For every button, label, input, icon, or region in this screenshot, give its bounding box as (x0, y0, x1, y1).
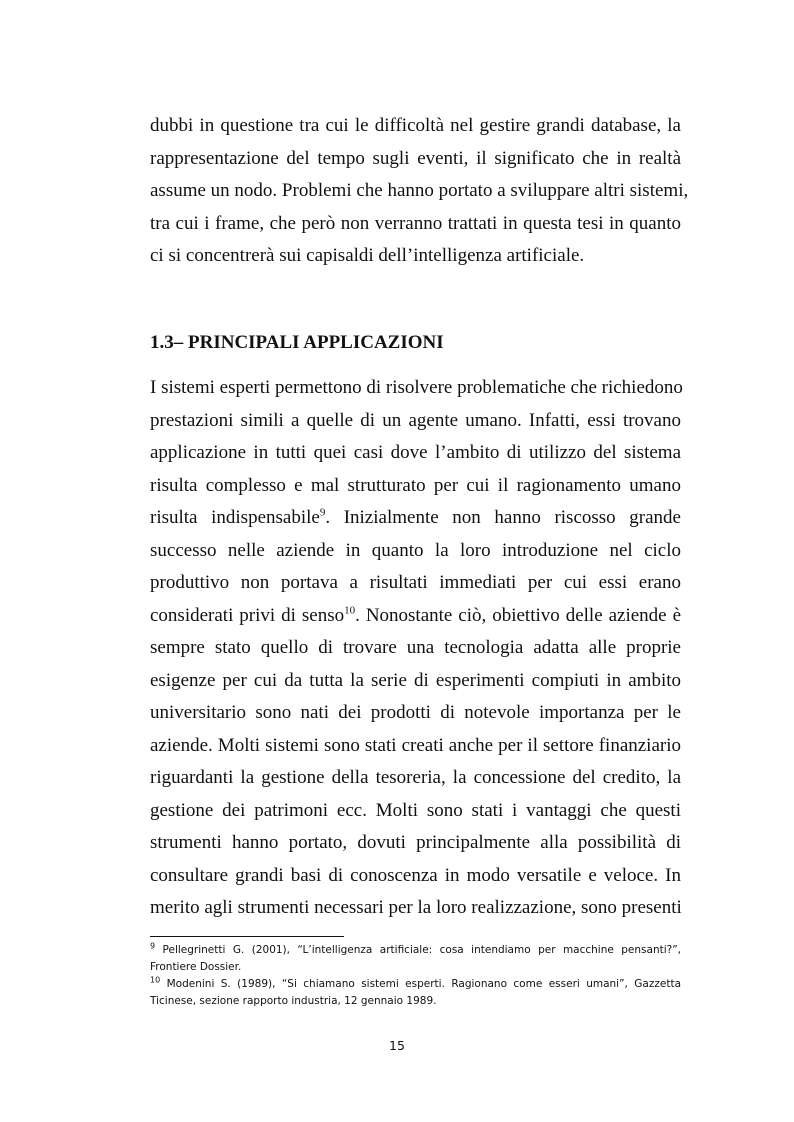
text-line: consultare grandi basi di conoscenza in modo versatile e veloce. In (150, 865, 681, 886)
text-line: aziende. Molti sistemi sono stati creati anche per il settore finanziario (150, 735, 681, 756)
text-segment: risulta indispensabile (150, 507, 320, 528)
text-line: prestazioni simili a quelle di un agente umano. Infatti, essi trovano (150, 410, 681, 431)
text-line-with-footnote (150, 503, 681, 533)
text-segment: . Inizialmente non hanno riscosso grande (325, 507, 681, 528)
text-line: gestione dei patrimoni ecc. Molti sono stati i vantaggi che questi (150, 800, 681, 821)
text-line: successo nelle aziende in quanto la loro introduzione nel ciclo (150, 540, 681, 561)
section-heading: 1.3– PRINCIPALI APPLICAZIONI (150, 332, 444, 353)
text-line: esigenze per cui da tutta la serie di esperimenti compiuti in ambito (150, 670, 681, 691)
text-line: universitario sono nati dei prodotti di notevole importanza per le (150, 702, 681, 723)
text-line: applicazione in tutti quei casi dove l’ambito di utilizzo del sistema (150, 442, 681, 463)
text-line: produttivo non portava a risultati immediati per cui essi erano (150, 572, 681, 593)
footnote-separator (150, 936, 344, 937)
text-line: sempre stato quello di trovare una tecnologia adatta alle proprie (150, 637, 681, 658)
text-segment: . Nonostante ciò, obiettivo delle aziende è (355, 605, 681, 626)
footnote-number: 10 (150, 975, 161, 985)
text-segment: considerati privi di senso (150, 605, 345, 626)
text-line: strumenti hanno portato, dovuti principalmente alla possibilità di (150, 832, 681, 853)
text-line: I sistemi esperti permettono di risolvere problematiche che richiedono (150, 377, 683, 398)
footnote-9 (150, 942, 681, 976)
text-line: tra cui i frame, che però non verranno trattati in questa tesi in quanto (150, 213, 681, 234)
text-line-with-footnote (150, 601, 681, 631)
footnote-number: 9 (150, 941, 156, 951)
footnote-text: Modenini S. (1989), “Si chiamano sistemi esperti. Ragionano come esseri umani”, Gazzetta Ticinese, sezione rapporto industria, 12 gennaio 1989. (150, 978, 681, 1007)
footnote-ref-10[interactable]: 10 (344, 604, 356, 617)
text-line: merito agli strumenti necessari per la loro realizzazione, sono presenti (150, 897, 682, 918)
text-line: dubbi in questione tra cui le difficoltà nel gestire grandi database, la (150, 115, 681, 136)
footnote-text: Pellegrinetti G. (2001), “L’intelligenza artificiale: cosa intendiamo per macchine pensanti?”, Frontiere Dossier. (150, 944, 681, 973)
footnote-10 (150, 976, 681, 1010)
text-line: rappresentazione del tempo sugli eventi, il significato che in realtà (150, 148, 681, 169)
text-line: riguardanti la gestione della tesoreria, la concessione del credito, la (150, 767, 681, 788)
text-line: ci si concentrerà sui capisaldi dell’intelligenza artificiale. (150, 245, 585, 266)
footnote-ref-9[interactable]: 9 (319, 506, 326, 519)
page-number: 15 (389, 1038, 405, 1053)
text-line: assume un nodo. Problemi che hanno portato a sviluppare altri sistemi, (150, 180, 689, 201)
text-line: risulta complesso e mal strutturato per cui il ragionamento umano (150, 475, 681, 496)
